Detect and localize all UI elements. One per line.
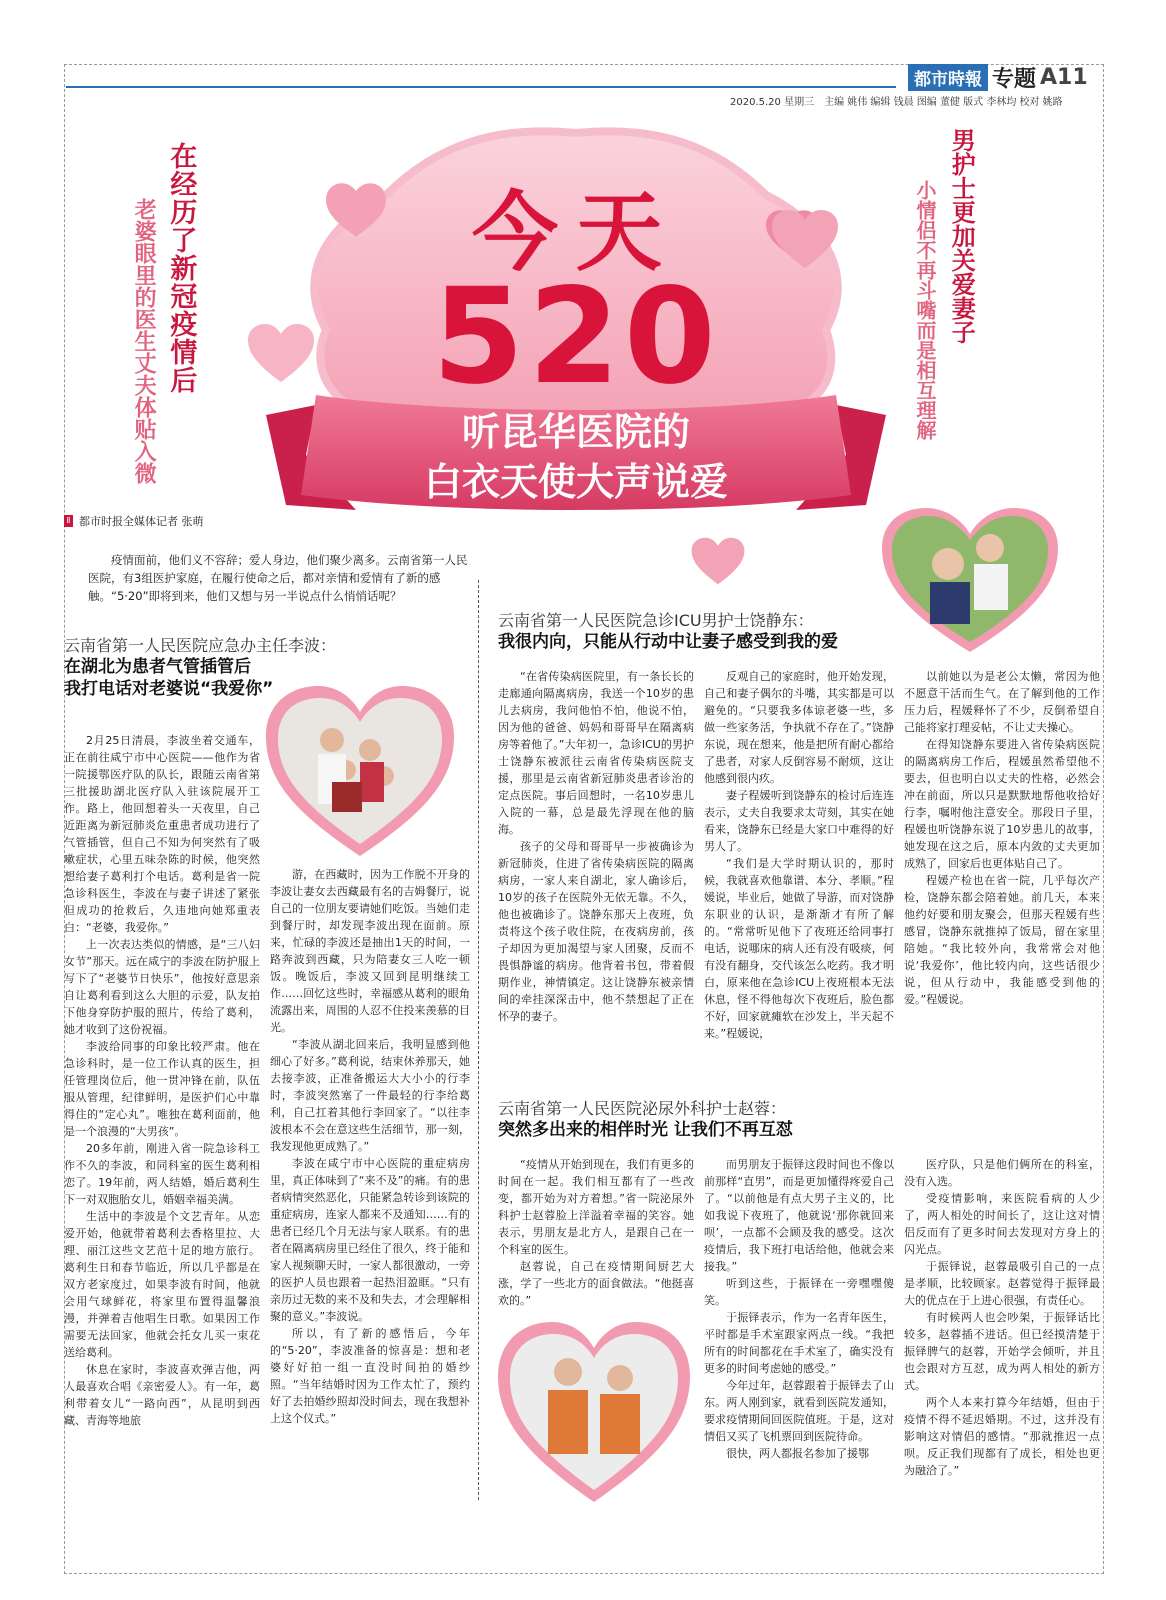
paragraph: 反观自己的家庭时，他开始发现，自己和妻子偶尔的斗嘴，其实都是可以避免的。“只要我多体谅老婆一些，多做一些家务活，争执就不存在了。”饶静东说，现在想来，他是把所有耐心都给了患者，对家人反倒容易不耐烦，这让他感到很内疚。 xyxy=(704,670,894,785)
paragraph: 上一次表达类似的情感，是“三八妇女节”那天。远在咸宁的李波在防护服上写下了“老婆节日快乐”，他按好意思亲自让葛利看到这么大胆的示爱，队友拍下他身穿防护服的照片，传给了葛利，她才收到了这份祝福。 xyxy=(64,938,260,1036)
paragraph: 妻子程媛听到饶静东的检讨后连连表示，丈夫自我要求太苛刻，其实在她看来，饶静东已经是大家口中难得的好男人了。 xyxy=(704,789,894,853)
hero-today: 今天 xyxy=(472,183,680,283)
heart-decoration xyxy=(246,322,316,384)
hero-520: 520 xyxy=(432,260,720,414)
paragraph: 今年过年，赵蓉跟着于振铎去了山东。两人刚到家，就看到医院发通知，要求疫情期间回医院值班。于是，这对情侣又买了飞机票回到医院待命。 xyxy=(704,1379,894,1443)
masthead xyxy=(908,64,1088,90)
paragraph: 而男朋友于振铎这段时间也不像以前那样“直男”，而是更加懂得疼爱自己了。“以前他是有点大男子主义的，比如我说下夜班了，他就说‘那你就回来呗’，一点都不会顾及我的感受。这次疫情后，我下班打电话给他，他就会来接我。” xyxy=(704,1158,894,1273)
couple-photo-zhaorong xyxy=(494,1316,694,1504)
paragraph: 所以，有了新的感悟后，今年的“5·20”，李波准备的惊喜是：想和老婆好好拍一组一直没时间拍的婚纱照。“当年结婚时因为工作太忙了，预约好了去拍婚纱照却没时间去，现在我想补上这个仪式。” xyxy=(270,1327,470,1425)
story2-label: 云南省第一人民医院急诊ICU男护士饶静东： xyxy=(498,611,814,630)
story1-label: 云南省第一人民医院应急办主任李波： xyxy=(64,636,337,655)
paragraph: 程媛产检也在省一院，几乎每次产检，饶静东都会陪着她。前几天，本来他约好要和朋友聚会，但那天程媛有些感冒，饶静东就推掉了饭局，留在家里陪她。“我比较外向，我常常会对他说‘我爱你’，他比较内向，这些话很少说，但从行动中，我能感受到他的爱。”程媛说。 xyxy=(904,874,1100,1006)
heart-decoration xyxy=(690,536,746,586)
story2-column3 xyxy=(904,668,1100,1078)
paragraph: 于振铎表示，作为一名青年医生，平时都是手术室跟家两点一线。“我把所有的时间都花在手术室了，确实没有更多的时间考虑她的感受。” xyxy=(704,1311,894,1375)
story1-title-line2: 我打电话对老婆说“我爱你” xyxy=(64,679,274,699)
story3-column2 xyxy=(704,1156,894,1506)
paragraph: 孩子的父母和哥哥早一步被确诊为新冠肺炎，住进了省传染病医院的隔离病房，一家人来自湖北，家人确诊后，10岁的孩子在医院外无依无靠。不久，他也被确诊了。饶静东那天上夜班，负责将这个孩子收住院，在夜病房前，孩子却因为更加渴望与家人团聚，反而不畏惧静谧的病房。他背着书包，带着假期作业，神情镇定。这让饶静东被亲情间的牵挂深深击中，他不禁想起了正在怀孕的妻子。 xyxy=(498,840,694,1023)
story3-column1 xyxy=(498,1156,694,1316)
story1-column2 xyxy=(270,866,470,1506)
story2-header xyxy=(498,608,898,653)
paragraph: 游，在西藏时，因为工作脱不开身的李波让妻女去西藏最有名的吉姆餐厅，说自己的一位朋友要请她们吃饭。当她们走到餐厅时，却发现李波出现在面前。原来，忙碌的李波还是抽出1天的时间，一路奔波到西藏，只为陪妻女三人吃一顿饭。晚饭后，李波又回到昆明继续工作……回忆这些时，幸福感从葛利的眼角流露出来，周围的人忍不住投来羡慕的目光。 xyxy=(270,868,470,1034)
story3-header xyxy=(498,1096,898,1141)
hero-sub-line2: 白衣天使大声说爱 xyxy=(423,460,728,504)
paragraph: 赵蓉说，自己在疫情期间厨艺大涨，学了一些北方的面食做法。“他挺喜欢的。” xyxy=(498,1260,694,1307)
story3-label: 云南省第一人民医院泌尿外科护士赵蓉： xyxy=(498,1099,787,1118)
paragraph: 2月25日清晨，李波坐着交通车，正在前往咸宁市中心医院——他作为省一院援鄂医疗队的队长，跟随云南省第三批援助湖北医疗队入驻该院展开工作。路上，他回想着头一天夜里，自己近距离为新冠肺炎危重患者成功进行了气管插管，但自己不知为何突然有了吸嗽症状，心里五味杂陈的时候，他突然想给妻子葛利打个电话。葛利是省一院急诊科医生，李波在与妻子讲述了紧张但成功的抢救后，久违地向她郑重表白：“老婆，我爱你。” xyxy=(64,734,260,934)
paragraph: 生活中的李波是个文艺青年。从恋爱开始，他就带着葛利去香格里拉、大理、丽江这些文艺范十足的地方旅行。葛利生日和春节临近，所以几乎都是在双方老家度过，如果李波有时间，他就会用气球鲜花，将家里布置得温馨浪漫，并弹着吉他唱生日歌。如果因工作需要无法回家，他就会托女儿买一束花送给葛利。 xyxy=(64,1210,260,1359)
paragraph: 有时候两人也会吵架，于振铎话比较多，赵蓉插不进话。但已经摸清楚于振铎脾气的赵蓉，开始学会倾听，并且也会跟对方互怼，成为两人相处的新方式。 xyxy=(904,1311,1100,1392)
paragraph: 李波给同事的印象比较严肃。他在急诊科时，是一位工作认真的医生，担任管理岗位后，他一贯冲锋在前，队伍服从管理，纪律鲜明，是医护们心中靠得住的“定心丸”。唯独在葛利面前，他是一个浪漫的“大男孩”。 xyxy=(64,1040,260,1138)
paragraph: 以前她以为是老公太懒，常因为他不愿意干活而生气。在了解到他的工作压力后，程媛释怀了不少，反倒希望自己能将家打理妥帖，不让丈夫操心。 xyxy=(904,670,1100,734)
story2-column2 xyxy=(704,668,894,1078)
paragraph: 两个人本来打算今年结婚，但由于疫情不得不延迟婚期。不过，这并没有影响这对情侣的感情。“那就推迟一点呗。反正我们现都有了成长，相处也更为融洽了。” xyxy=(904,1396,1100,1477)
paragraph: 在得知饶静东要进入省传染病医院的隔离病房工作后，程媛虽然希望他不要去，但也明白以丈夫的性格，必然会冲在前面，所以只是默默地帮他收拾好行李，嘱咐他注意安全。那段日子里，程媛也听饶静东说了10岁患儿的故事，她发现在这之后，原本内敛的丈夫更加成熟了，回家后也更体贴自己了。 xyxy=(904,738,1100,870)
story1-title-line1: 在湖北为患者气管插管后 xyxy=(64,657,251,677)
story2-column1 xyxy=(498,668,694,1078)
right-headline-main: 男护士更加关爱妻子 xyxy=(947,128,976,344)
hero-graphic xyxy=(246,115,906,545)
byline xyxy=(64,513,204,529)
paragraph: “在省传染病医院里，有一条长长的走廊通向隔离病房，我送一个10岁的患儿去病房，我问他怕不怕，他说不怕，因为他的爸爸、妈妈和哥哥早在隔离病房等着他了。”大年初一，急诊ICU的男护士饶静东被派往云南省传染病医院支援，那里是云南省新冠肺炎患者诊治的定点医院。事后回想时，一名10岁患儿入院的一幕，总是最先浮现在他的脑海。 xyxy=(498,670,694,836)
byline-text: 都市时报全媒体记者 张萌 xyxy=(79,515,204,528)
page-number: A11 xyxy=(1040,64,1088,90)
hero-subtitle xyxy=(396,407,756,507)
paragraph: 医疗队，只是他们俩所在的科室，没有入选。 xyxy=(904,1158,1100,1188)
left-headline-main: 在经历了新冠疫情后 xyxy=(165,142,197,394)
story2-title: 我很内向，只能从行动中让妻子感受到我的爱 xyxy=(498,632,838,652)
paragraph: 20多年前，刚进入省一院急诊科工作不久的李波，和同科室的医生葛利相恋了。19年前，两人结婚，婚后葛利生下一对双胞胎女儿，婚姻幸福美满。 xyxy=(64,1142,260,1206)
lead-paragraph: 疫情面前，他们义不容辞；爱人身边，他们聚少离多。云南省第一人民医院，有3组医护家庭，在履行使命之后，都对亲情和爱情有了新的感触。“5·20”即将到来，他们又想与另一半说点什么悄悄话呢？ xyxy=(88,553,468,603)
paragraph: 受疫情影响，来医院看病的人少了，两人相处的时间长了，这让这对情侣反而有了更多时间去发现对方身上的闪光点。 xyxy=(904,1192,1100,1256)
column-divider xyxy=(478,580,479,1500)
right-headline-sub: 小情侣不再斗嘴而是相互理解 xyxy=(913,180,937,440)
dateline: 2020.5.20 星期三 主编 姚伟 编辑 钱晨 图编 董健 版式 李林均 校对 姚路 xyxy=(730,97,1063,108)
paragraph: 很快，两人都报名参加了援鄂 xyxy=(726,1447,869,1460)
byline-mark: Ⅱ xyxy=(64,515,73,527)
paragraph: 休息在家时，李波喜欢弹吉他，两人最喜欢合唱《亲密爱人》。有一年，葛利带着女儿“一路向西”，从昆明到西藏、青海等地旅 xyxy=(64,1363,260,1427)
section-name: 专题 xyxy=(992,66,1037,92)
paragraph: 听到这些，于振铎在一旁嘿嘿傻笑。 xyxy=(704,1277,894,1307)
paragraph: 于振铎说，赵蓉最吸引自己的一点是孝顺，比较顾家。赵蓉觉得于振铎最大的优点在于上进心很强，有责任心。 xyxy=(904,1260,1100,1307)
hero-sub-line1: 听昆华医院的 xyxy=(461,410,690,454)
story3-column3 xyxy=(904,1156,1100,1506)
paragraph: “李波从湖北回来后，我明显感到他细心了好多。”葛利说，结束休养那天，她去接李波，正准备搬运大大小小的行李时，李波突然塞了一件最轻的行李给葛利，自己扛着其他行李回家了。“以往李波根本不会在意这些生活细节，那一刻，我发现他更成熟了。” xyxy=(270,1038,470,1153)
family-photo-libo xyxy=(262,680,458,858)
paragraph: “我们是大学时期认识的，那时候，我就喜欢他靠谱、本分、孝顺。”程媛说，毕业后，她做了导游，而对饶静东职业的认识，是渐渐才有所了解的。“常常听见他下了夜班还给同事打电话，说哪床的病人还有没有吸痰，何有没有翻身，交代该怎么吃药。我才明白，原来他在急诊ICU上夜班根本无法休息，怪不得他每次下夜班后，脸色都不好，回家就瘫软在沙发上，半天起不来。”程媛说， xyxy=(704,857,894,1040)
paragraph: “疫情从开始到现在，我们有更多的时间在一起。我们相互都有了一些改变，都开始为对方着想。”省一院泌尿外科护士赵蓉脸上洋溢着幸福的笑容。她表示，男朋友是北方人，是跟自己在一个科室的医生。 xyxy=(498,1158,694,1256)
left-headline-sub: 老婆眼里的医生丈夫体贴入微 xyxy=(131,198,157,484)
top-rule xyxy=(66,86,896,88)
story1-column1 xyxy=(64,732,260,1512)
couple-photo-raojingdong xyxy=(878,504,1062,654)
paragraph: 李波在咸宁市中心医院的重症病房里，真正体味到了“来不及”的痛。有的患者病情突然恶化，只能紧急转诊到该院的重症病房，连家人都来不及通知……有的患者已经几个月无法与家人联系。有的患者在隔离病房里已经住了很久，终于能和家人视频聊天时，一家人都很激动，一旁的医护人员也跟着一起热泪盈眶。“只有亲历过无数的来不及和失去，才会理解相聚的意义。”李波说。 xyxy=(270,1157,470,1323)
newspaper-logo: 都市時報 xyxy=(908,64,988,91)
heart-decoration xyxy=(770,208,840,270)
story3-title: 突然多出来的相伴时光 让我们不再互怼 xyxy=(498,1120,793,1140)
